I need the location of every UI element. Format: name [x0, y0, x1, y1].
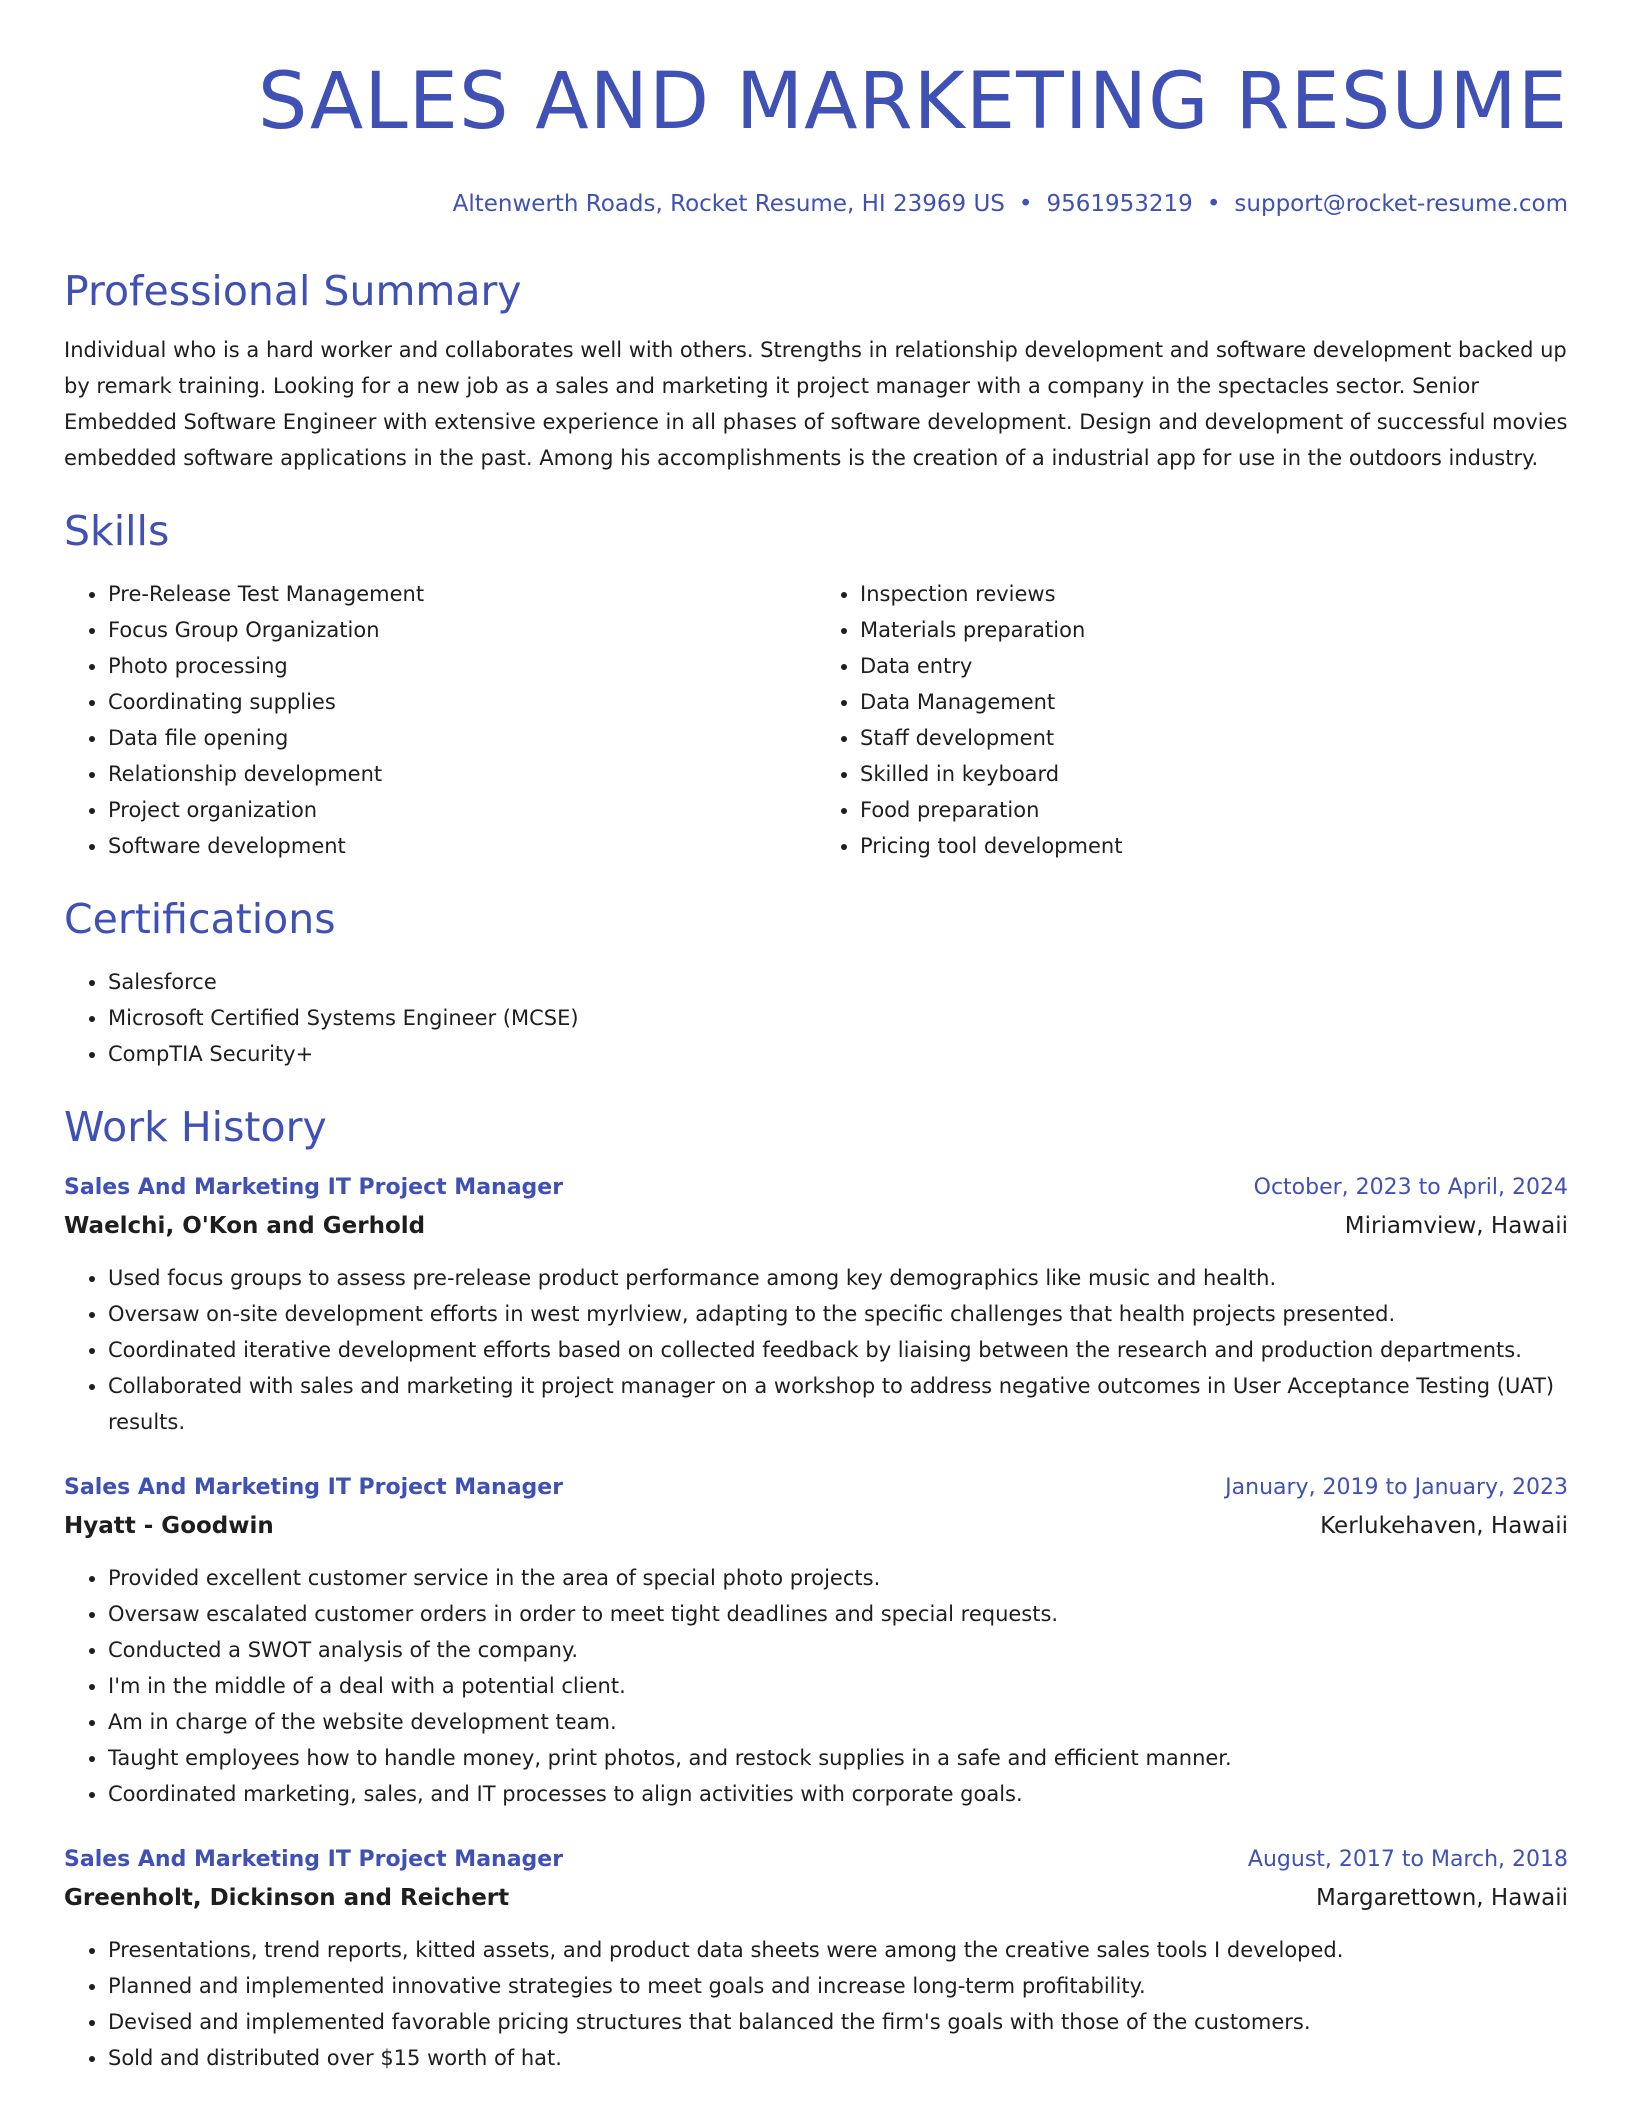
skill-item: • Pre-Release Test Management — [108, 576, 816, 612]
job-entry — [64, 1842, 1568, 2076]
job-company: Greenholt, Dickinson and Reichert — [64, 1885, 510, 1911]
job-bullets — [64, 1560, 1568, 1812]
skills-list-left — [64, 576, 816, 864]
job-company: Waelchi, O'Kon and Gerhold — [64, 1213, 426, 1239]
resume-title: SALES AND MARKETING RESUME — [257, 57, 1568, 147]
job-bullet: • Used focus groups to assess pre-release product performance among key demographics like music and health. — [108, 1260, 1568, 1296]
skill-item: • Staff development — [860, 720, 1568, 756]
skills-list-right — [816, 576, 1568, 864]
job-bullets — [64, 1932, 1568, 2076]
job-title: Sales And Marketing IT Project Manager — [64, 1475, 564, 1500]
job-location: Kerlukehaven, Hawaii — [1320, 1513, 1568, 1539]
contact-email[interactable]: support@rocket-resume.com — [1234, 191, 1568, 217]
job-bullet: • Provided excellent customer service in the area of special photo projects. — [108, 1560, 1568, 1596]
certification-item: • CompTIA Security+ — [108, 1036, 1568, 1072]
summary-text: Individual who is a hard worker and collaborates well with others. Strengths in relationship development and software development backed up by remark training. Looking for a new job as a sales and marketing it project manager with a company in the spectacles sector. Senior Embedded Software Engineer with extensive experience in all phases of software development. Design and development of successful movies embedded software applications in the past. Among his accomplishments is the creation of a industrial app for use in the outdoors industry. — [64, 338, 1568, 470]
job-title-row — [64, 1170, 1568, 1206]
job-location: Miriamview, Hawaii — [1344, 1213, 1568, 1239]
job-company-row — [64, 1878, 1568, 1918]
job-bullet: • Presentations, trend reports, kitted assets, and product data sheets were among the creative sales tools I developed. — [108, 1932, 1568, 1968]
summary-heading: Professional Summary — [64, 267, 522, 315]
skill-item: • Food preparation — [860, 792, 1568, 828]
job-company: Hyatt - Goodwin — [64, 1513, 274, 1539]
job-bullet: • Taught employees how to handle money, print photos, and restock supplies in a safe and efficient manner. — [108, 1740, 1568, 1776]
job-dates: August, 2017 to March, 2018 — [1247, 1847, 1568, 1872]
job-dates: January, 2019 to January, 2023 — [1225, 1475, 1568, 1500]
certification-item: • Salesforce — [108, 964, 1568, 1000]
certifications-heading: Certifications — [64, 895, 336, 943]
job-title: Sales And Marketing IT Project Manager — [64, 1175, 564, 1200]
contact-separator: • — [1206, 191, 1221, 217]
resume-header — [64, 0, 1568, 218]
skill-item: • Inspection reviews — [860, 576, 1568, 612]
skills-heading: Skills — [64, 507, 170, 555]
job-entry — [64, 1470, 1568, 1812]
job-bullet: • Coordinated marketing, sales, and IT processes to align activities with corporate goals. — [108, 1776, 1568, 1812]
skill-item: • Photo processing — [108, 648, 816, 684]
work-history-heading: Work History — [64, 1103, 327, 1151]
job-bullet: • Am in charge of the website development team. — [108, 1704, 1568, 1740]
job-bullet: • Oversaw escalated customer orders in order to meet tight deadlines and special requests. — [108, 1596, 1568, 1632]
contact-address: Altenwerth Roads, Rocket Resume, HI 23969 US — [452, 191, 1005, 217]
job-title-row — [64, 1842, 1568, 1878]
skill-item: • Data file opening — [108, 720, 816, 756]
job-entry — [64, 1170, 1568, 1440]
skills-columns — [64, 576, 1568, 864]
skill-item: • Skilled in keyboard — [860, 756, 1568, 792]
certification-item: • Microsoft Certified Systems Engineer (MCSE) — [108, 1000, 1568, 1036]
skill-item: • Materials preparation — [860, 612, 1568, 648]
job-bullet: • Planned and implemented innovative strategies to meet goals and increase long-term profitability. — [108, 1968, 1568, 2004]
skill-item: • Data Management — [860, 684, 1568, 720]
skill-item: • Data entry — [860, 648, 1568, 684]
job-bullet: • Collaborated with sales and marketing it project manager on a workshop to address negative outcomes in User Acceptance Testing (UAT) results. — [108, 1368, 1568, 1440]
job-bullet: • I'm in the middle of a deal with a potential client. — [108, 1668, 1568, 1704]
job-company-row — [64, 1506, 1568, 1546]
job-title: Sales And Marketing IT Project Manager — [64, 1847, 564, 1872]
skill-item: • Pricing tool development — [860, 828, 1568, 864]
skill-item: • Relationship development — [108, 756, 816, 792]
skill-item: • Coordinating supplies — [108, 684, 816, 720]
certifications-list — [64, 964, 1568, 1072]
skill-item: • Software development — [108, 828, 816, 864]
job-bullets — [64, 1260, 1568, 1440]
contact-line — [64, 190, 1568, 218]
job-company-row — [64, 1206, 1568, 1246]
job-bullet: • Coordinated iterative development efforts based on collected feedback by liaising between the research and production departments. — [108, 1332, 1568, 1368]
job-location: Margarettown, Hawaii — [1316, 1885, 1568, 1911]
job-bullet: • Oversaw on-site development efforts in west myrlview, adapting to the specific challenges that health projects presented. — [108, 1296, 1568, 1332]
job-title-row — [64, 1470, 1568, 1506]
job-bullet: • Devised and implemented favorable pricing structures that balanced the firm's goals with those of the customers. — [108, 2004, 1568, 2040]
job-bullet: • Conducted a SWOT analysis of the company. — [108, 1632, 1568, 1668]
job-bullet: • Sold and distributed over $15 worth of hat. — [108, 2040, 1568, 2076]
skill-item: • Focus Group Organization — [108, 612, 816, 648]
contact-phone: 9561953219 — [1046, 191, 1193, 217]
contact-separator: • — [1018, 191, 1033, 217]
job-dates: October, 2023 to April, 2024 — [1253, 1175, 1568, 1200]
skill-item: • Project organization — [108, 792, 816, 828]
